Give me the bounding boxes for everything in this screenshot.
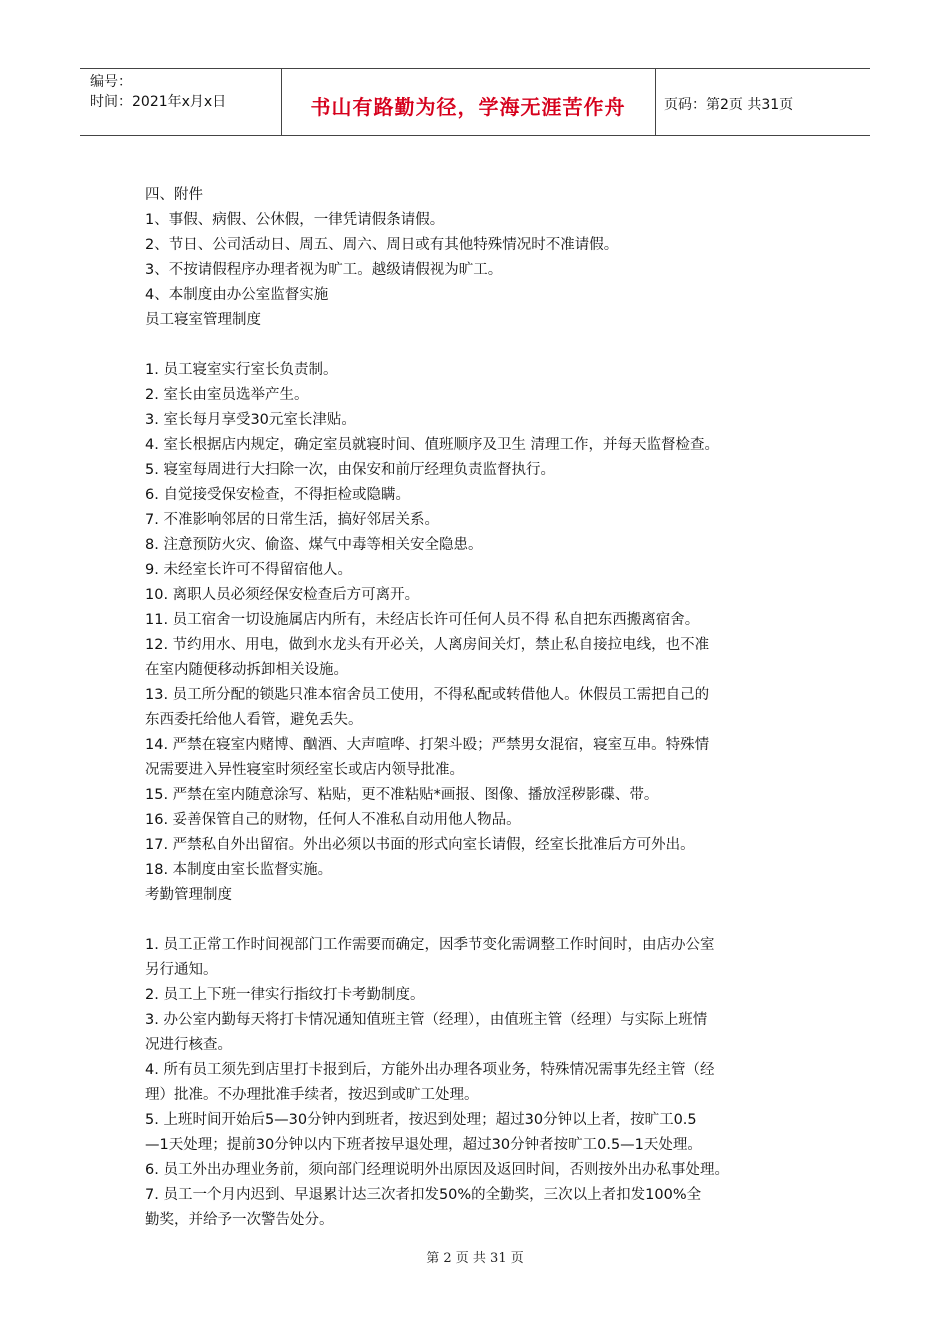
text-line: 3. 室长每月享受30元室长津贴。: [145, 412, 356, 428]
page-footer: 第 2 页 共 31 页: [426, 1251, 524, 1266]
text-line: 16. 妥善保管自己的财物，任何人不准私自动用他人物品。: [145, 812, 521, 828]
header-top-rule: [80, 68, 870, 69]
text-line: 7. 不准影响邻居的日常生活，搞好邻居关系。: [145, 512, 439, 528]
header-meta: [90, 72, 226, 112]
text-line: 1、事假、病假、公休假，一律凭请假条请假。: [145, 212, 445, 228]
text-line: 4. 室长根据店内规定，确定室员就寝时间、值班顺序及卫生 清理工作，并每天监督检查。: [145, 437, 720, 453]
text-line: 员工寝室管理制度: [145, 312, 261, 328]
text-line: 13. 员工所分配的锁匙只准本宿舍员工使用，不得私配或转借他人。休假员工需把自己的: [145, 687, 710, 703]
text-line: 12. 节约用水、用电，做到水龙头有开必关，人离房间关灯，禁止私自接拉电线，也不准: [145, 637, 710, 653]
text-line: 5. 上班时间开始后5—30分钟内到班者，按迟到处理；超过30分钟以上者，按旷工0.5: [145, 1112, 697, 1128]
text-line: 7. 员工一个月内迟到、早退累计达三次者扣发50%的全勤奖，三次以上者扣发100%全: [145, 1187, 702, 1203]
text-line: 6. 员工外出办理业务前，须向部门经理说明外出原因及返回时间，否则按外出办私事处理。: [145, 1162, 729, 1178]
text-line: 5. 寝室每周进行大扫除一次，由保安和前厅经理负责监督执行。: [145, 462, 555, 478]
text-line: [145, 333, 835, 358]
header-bottom-rule: [80, 135, 870, 136]
text-line: 勤奖，并给予一次警告处分。: [145, 1212, 334, 1228]
text-line: 1. 员工正常工作时间视部门工作需要而确定，因季节变化需调整工作时间时，由店办公室: [145, 937, 715, 953]
text-line: 况需要进入异性寝室时须经室长或店内领导批准。: [145, 762, 464, 778]
header-divider-right: [655, 68, 656, 135]
text-line: [145, 908, 835, 933]
text-line: 2、节日、公司活动日、周五、周六、周日或有其他特殊情况时不准请假。: [145, 237, 619, 253]
text-line: 理）批准。不办理批准手续者，按迟到或旷工处理。: [145, 1087, 479, 1103]
text-line: 11. 员工宿舍一切设施属店内所有，未经店长许可任何人员不得 私自把东西搬离宿舍。: [145, 612, 700, 628]
text-line: 8. 注意预防火灾、偷盗、煤气中毒等相关安全隐患。: [145, 537, 483, 553]
document-body: [145, 183, 835, 1233]
text-line: 15. 严禁在室内随意涂写、粘贴，更不准粘贴*画报、图像、播放淫秽影碟、带。: [145, 787, 659, 803]
text-line: 2. 员工上下班一律实行指纹打卡考勤制度。: [145, 987, 425, 1003]
text-line: 14. 严禁在寝室内赌博、酗酒、大声喧哗、打架斗殴；严禁男女混宿，寝室互串。特殊情: [145, 737, 710, 753]
text-line: 2. 室长由室员选举产生。: [145, 387, 309, 403]
text-line: 况进行核查。: [145, 1037, 232, 1053]
text-line: 3、不按请假程序办理者视为旷工。越级请假视为旷工。: [145, 262, 503, 278]
text-line: 17. 严禁私自外出留宿。外出必须以书面的形式向室长请假，经室长批准后方可外出。: [145, 837, 695, 853]
text-line: 4、本制度由办公室监督实施: [145, 287, 329, 303]
text-line: 东西委托给他人看管，避免丢失。: [145, 712, 363, 728]
text-line: 9. 未经室长许可不得留宿他人。: [145, 562, 352, 578]
text-line: 4. 所有员工须先到店里打卡报到后，方能外出办理各项业务，特殊情况需事先经主管（经: [145, 1062, 715, 1078]
header-date: 时间：2021年x月x日: [90, 94, 227, 110]
text-line: 3. 办公室内勤每天将打卡情况通知值班主管（经理），由值班主管（经理）与实际上班情: [145, 1012, 708, 1028]
text-line: 18. 本制度由室长监督实施。: [145, 862, 333, 878]
header-page-info: 页码：第2页 共31页: [664, 97, 794, 113]
text-line: 四、附件: [145, 187, 203, 203]
text-line: —1天处理；提前30分钟以内下班者按早退处理，超过30分钟者按旷工0.5—1天处理。: [145, 1137, 702, 1153]
header-motto: 书山有路勤为径，学海无涯苦作舟: [310, 95, 626, 119]
header-number: 编号：: [90, 74, 132, 90]
text-line: 在室内随便移动拆卸相关设施。: [145, 662, 348, 678]
text-line: 10. 离职人员必须经保安检查后方可离开。: [145, 587, 420, 603]
text-line: 另行通知。: [145, 962, 218, 978]
text-line: 考勤管理制度: [145, 887, 232, 903]
text-line: 6. 自觉接受保安检查，不得拒检或隐瞒。: [145, 487, 410, 503]
text-line: 1. 员工寝室实行室长负责制。: [145, 362, 338, 378]
